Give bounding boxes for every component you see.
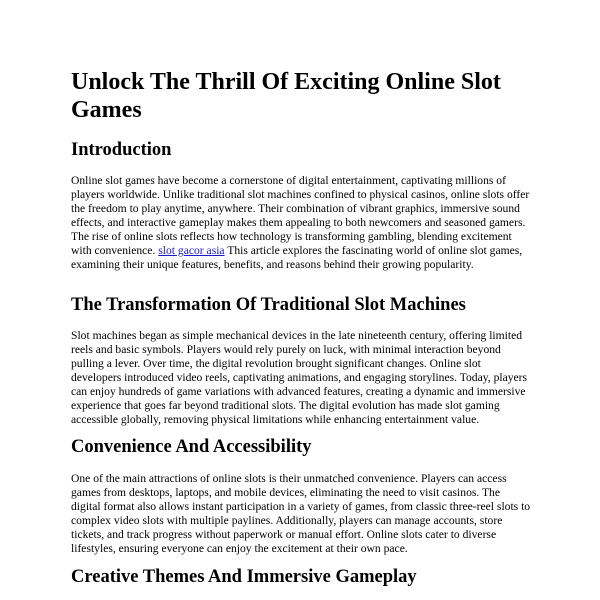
slot-gacor-asia-link[interactable]: slot gacor asia [158, 244, 225, 258]
section-paragraph-convenience: One of the main attractions of online slots is their unmatched convenience. Players can access games from desktops, laptops, and mobile devices, eliminating the need to visit casinos. The digital format also allows instant participation in a variety of games, from classic three-reel slots to complex video slots with multiple paylines. Additionally, players can manage accounts, store tickets, and track progress without paperwork or manual effort. Online slots cater to diverse lifestyles, ensuring everyone can enjoy the excitement at their own pace. [71, 472, 531, 556]
section-paragraph-transformation: Slot machines began as simple mechanical devices in the late nineteenth century, offering limited reels and basic symbols. Players would rely purely on luck, with minimal interaction beyond pulling a lever. Over time, the digital revolution brought significant changes. Online slot developers introduced video reels, captivating animations, and engaging storylines. Today, players can enjoy hundreds of game variations with advanced features, creating a dynamic and immersive experience that goes far beyond traditional slots. The digital evolution has made slot gaming accessible globally, removing physical limitations while enhancing entertainment value. [71, 329, 528, 427]
paragraph-text: Online slot games have become a cornerstone of digital entertainment, captivating millions of players worldwide. Unlike traditional slot machines confined to physical casinos, online slots offer the freedom to play anytime, anywhere. Their combination of vibrant graphics, immersive sound effects, and interactive gameplay makes them appealing to both newcomers and seasoned gamers. The rise of online slots reflects how technology is transforming gambling, blending excitement with convenience. [71, 174, 530, 258]
section-heading-creative-themes: Creative Themes And Immersive Gameplay [71, 567, 417, 587]
section-heading-introduction: Introduction [71, 140, 172, 160]
paragraph-text: This article explores the fascinating world of online slot games, examining their unique features, benefits, and reasons behind their growing popularity. [71, 244, 523, 272]
section-heading-transformation: The Transformation Of Traditional Slot Machines [71, 295, 466, 315]
page-title: Unlock The Thrill Of Exciting Online Slot Games [71, 69, 501, 123]
section-paragraph-introduction [71, 174, 531, 272]
section-heading-convenience: Convenience And Accessibility [71, 437, 312, 457]
